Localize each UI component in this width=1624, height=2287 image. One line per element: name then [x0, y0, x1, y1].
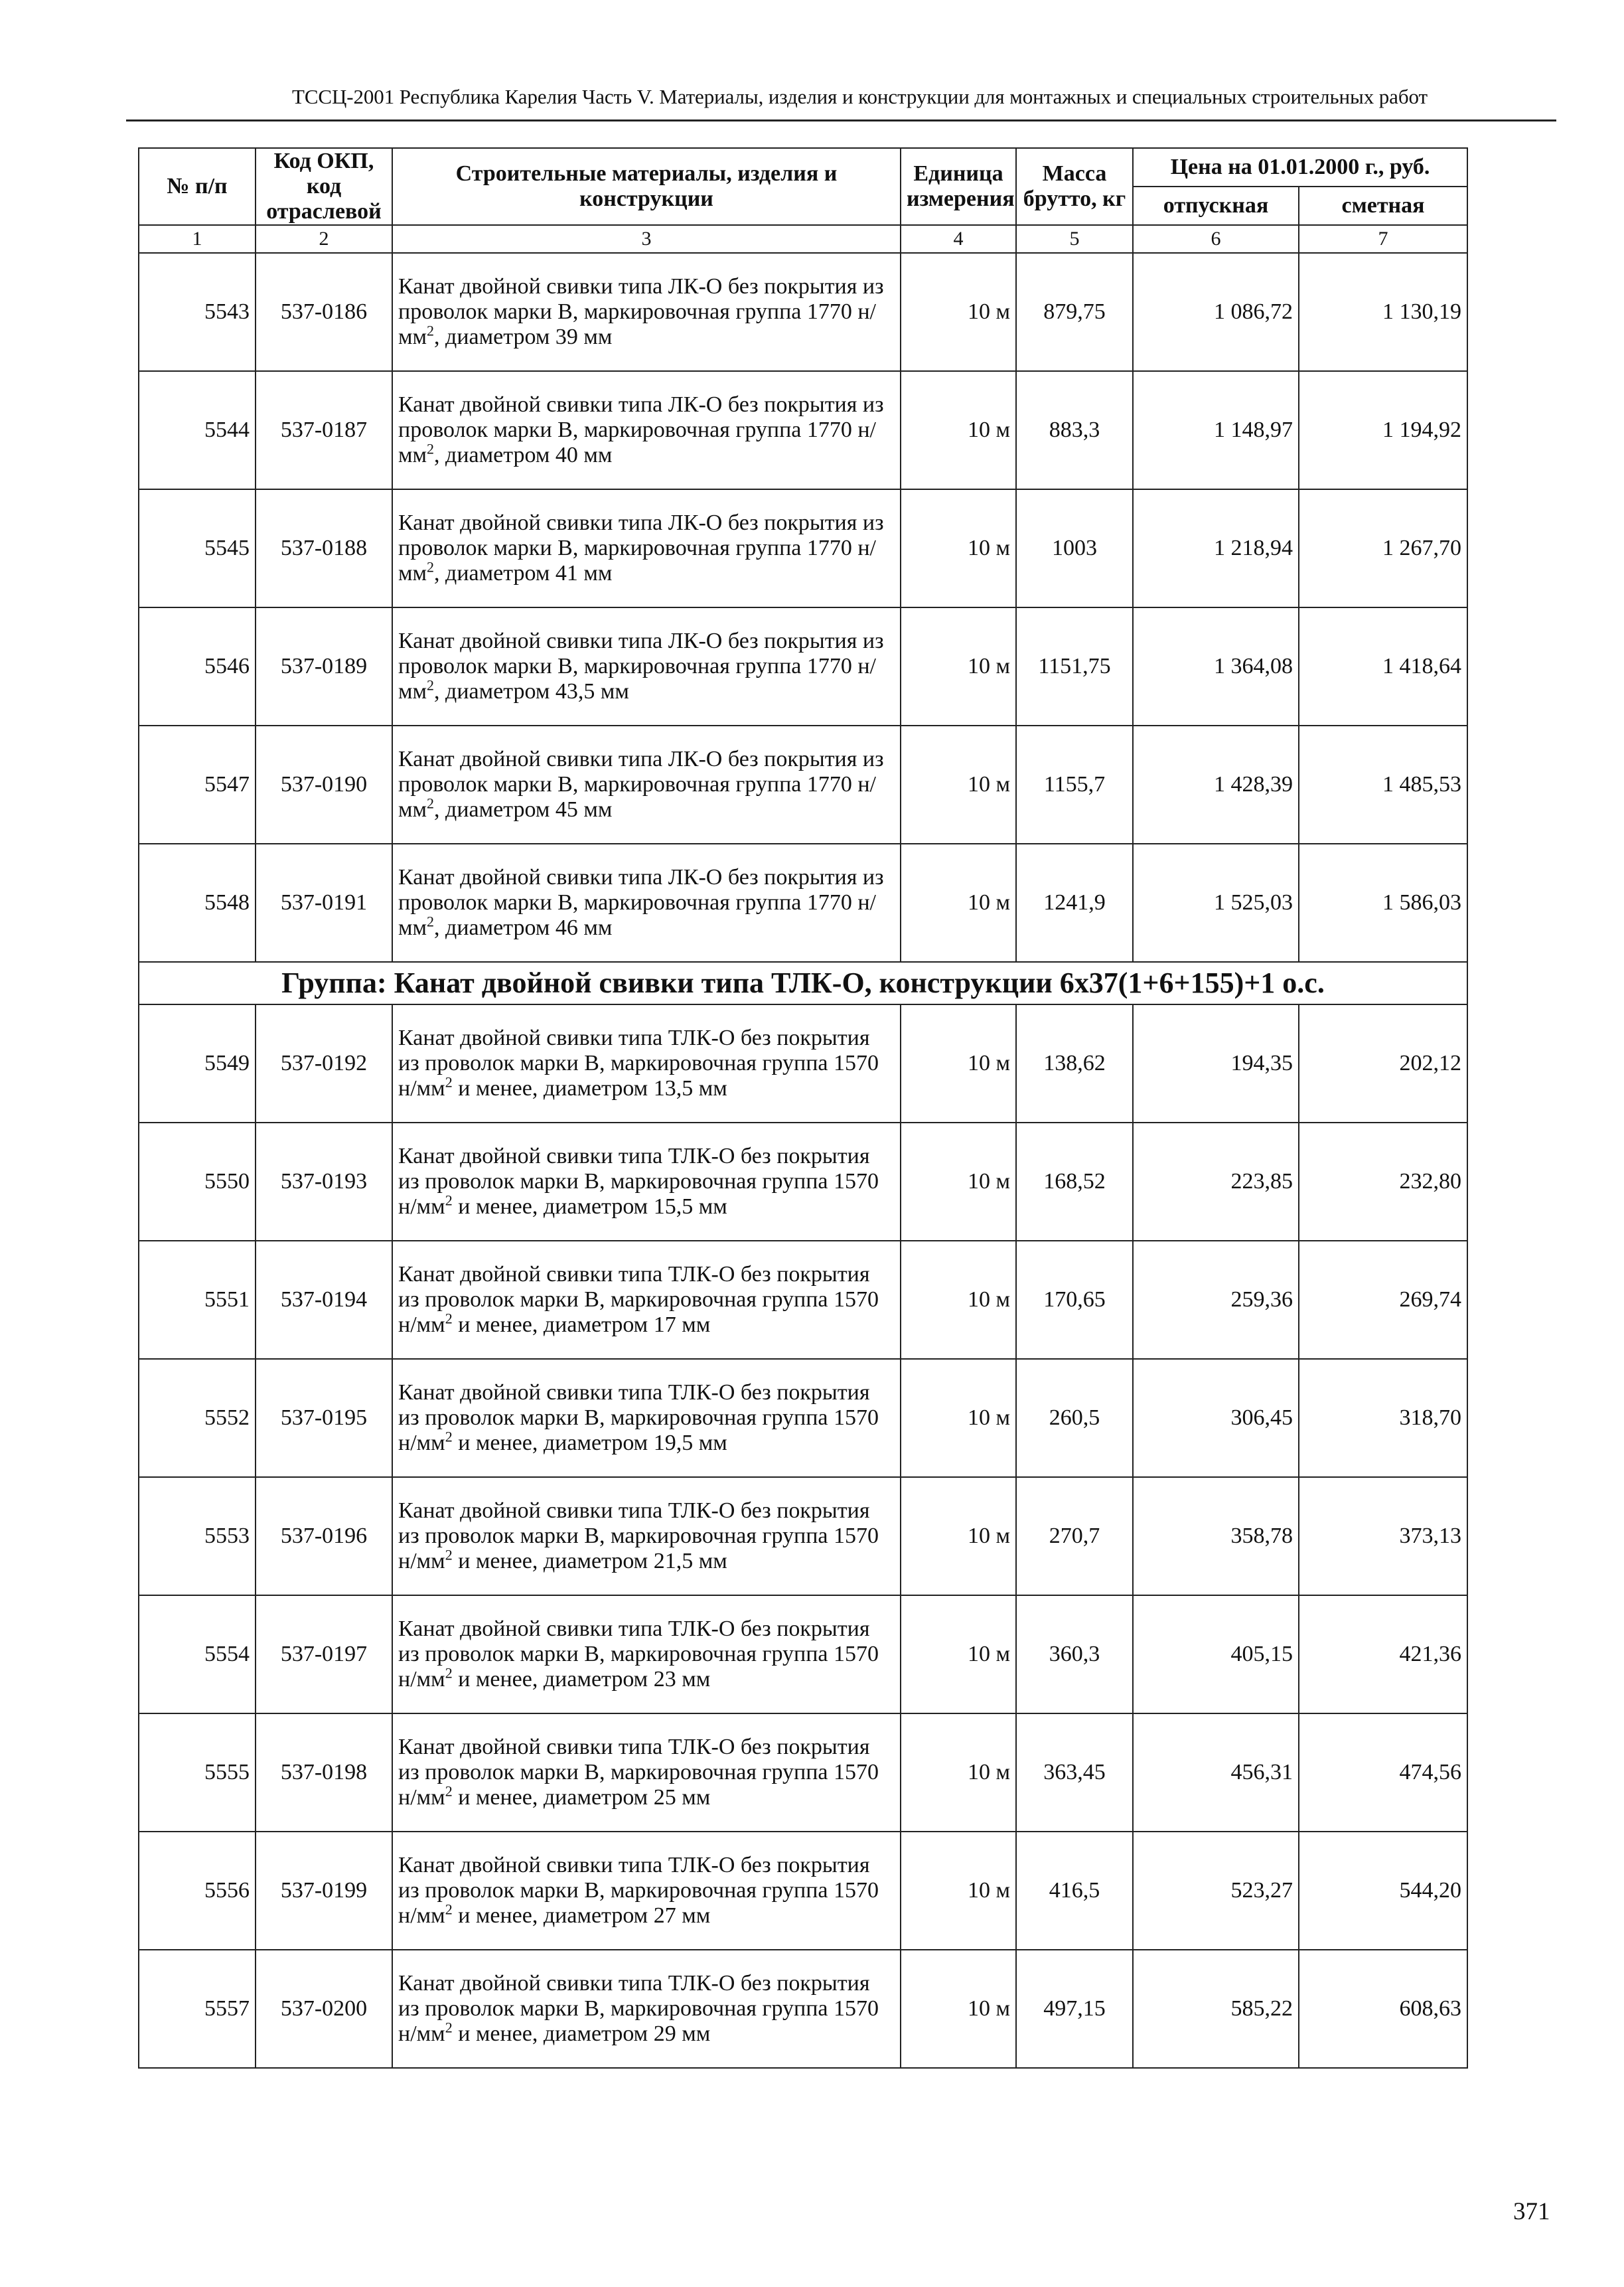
description-superscript: 2: [427, 558, 435, 576]
description-text: Канат двойной свивки типа ЛК-О без покрытия из проволок марки В, маркировочная группа 1770 н/мм: [398, 629, 884, 704]
header-rule: [126, 119, 1556, 121]
row-price-estimate: 232,80: [1299, 1123, 1467, 1241]
column-number: 2: [256, 225, 392, 253]
table-row: [139, 844, 1467, 962]
row-price-estimate: 373,13: [1299, 1477, 1467, 1595]
description-text: Канат двойной свивки типа ТЛК-О без покрытия из проволок марки В, маркировочная группа 1570 н/мм: [398, 1262, 879, 1337]
row-price-estimate: 1 194,92: [1299, 371, 1467, 489]
table-row: [139, 1241, 1467, 1359]
column-number: 4: [901, 225, 1016, 253]
row-unit: 10 м: [901, 489, 1016, 607]
row-description: [392, 1713, 901, 1832]
row-price-estimate: 1 586,03: [1299, 844, 1467, 962]
header-price-group: Цена на 01.01.2000 г., руб.: [1133, 148, 1467, 187]
description-text: Канат двойной свивки типа ТЛК-О без покрытия из проволок марки В, маркировочная группа 1570 н/мм: [398, 1498, 879, 1573]
description-tail: и менее, диаметром 13,5 мм: [452, 1076, 727, 1101]
description-text: Канат двойной свивки типа ТЛК-О без покрытия из проволок марки В, маркировочная группа 1570 н/мм: [398, 1853, 879, 1928]
header-price-estimate: сметная: [1299, 187, 1467, 225]
row-code: 537-0199: [256, 1832, 392, 1950]
table-row: [139, 253, 1467, 371]
description-text: Канат двойной свивки типа ТЛК-О без покрытия из проволок марки В, маркировочная группа 1570 н/мм: [398, 1380, 879, 1455]
column-number-row: [139, 225, 1467, 253]
description-superscript: 2: [427, 322, 435, 339]
table-row: [139, 1832, 1467, 1950]
table-row: [139, 1595, 1467, 1713]
description-tail: и менее, диаметром 21,5 мм: [452, 1549, 727, 1573]
row-price-estimate: 1 418,64: [1299, 607, 1467, 726]
description-tail: , диаметром 39 мм: [434, 325, 613, 349]
rows-section-b: [139, 1004, 1467, 2068]
row-mass: 879,75: [1016, 253, 1133, 371]
row-price-release: 405,15: [1133, 1595, 1299, 1713]
row-price-estimate: 1 267,70: [1299, 489, 1467, 607]
column-number: 7: [1299, 225, 1467, 253]
description-text: Канат двойной свивки типа ТЛК-О без покрытия из проволок марки В, маркировочная группа 1570 н/мм: [398, 1735, 879, 1810]
row-number: 5553: [139, 1477, 256, 1595]
row-price-estimate: 421,36: [1299, 1595, 1467, 1713]
description-tail: и менее, диаметром 23 мм: [452, 1667, 711, 1692]
description-tail: , диаметром 41 мм: [434, 561, 613, 586]
row-price-release: 523,27: [1133, 1832, 1299, 1950]
row-description: [392, 1477, 901, 1595]
row-mass: 138,62: [1016, 1004, 1133, 1123]
row-price-release: 1 525,03: [1133, 844, 1299, 962]
row-number: 5547: [139, 726, 256, 844]
row-code: 537-0188: [256, 489, 392, 607]
row-mass: 260,5: [1016, 1359, 1133, 1477]
description-superscript: 2: [445, 1073, 453, 1091]
row-price-estimate: 608,63: [1299, 1950, 1467, 2068]
row-unit: 10 м: [901, 371, 1016, 489]
row-description: [392, 1241, 901, 1359]
row-code: 537-0198: [256, 1713, 392, 1832]
row-price-release: 306,45: [1133, 1359, 1299, 1477]
row-price-estimate: 269,74: [1299, 1241, 1467, 1359]
row-description: [392, 1832, 901, 1950]
row-price-estimate: 474,56: [1299, 1713, 1467, 1832]
row-mass: 497,15: [1016, 1950, 1133, 2068]
description-superscript: 2: [445, 1782, 453, 1800]
row-number: 5550: [139, 1123, 256, 1241]
row-number: 5544: [139, 371, 256, 489]
row-unit: 10 м: [901, 1359, 1016, 1477]
description-superscript: 2: [445, 1310, 453, 1327]
column-number: 6: [1133, 225, 1299, 253]
row-code: 537-0187: [256, 371, 392, 489]
description-tail: и менее, диаметром 29 мм: [452, 2021, 711, 2046]
header-num: № п/п: [139, 148, 256, 225]
table-row: [139, 371, 1467, 489]
description-tail: и менее, диаметром 17 мм: [452, 1312, 711, 1337]
description-superscript: 2: [445, 1546, 453, 1563]
row-unit: 10 м: [901, 1713, 1016, 1832]
description-text: Канат двойной свивки типа ТЛК-О без покрытия из проволок марки В, маркировочная группа 1570 н/мм: [398, 1026, 879, 1101]
description-text: Канат двойной свивки типа ЛК-О без покрытия из проволок марки В, маркировочная группа 1770 н/мм: [398, 865, 884, 940]
row-number: 5554: [139, 1595, 256, 1713]
column-number: 1: [139, 225, 256, 253]
table-row: [139, 1477, 1467, 1595]
row-price-release: 1 364,08: [1133, 607, 1299, 726]
row-mass: 1241,9: [1016, 844, 1133, 962]
row-number: 5549: [139, 1004, 256, 1123]
row-description: [392, 607, 901, 726]
header-desc: Строительные материалы, изделия и конструкции: [392, 148, 901, 225]
row-price-release: 358,78: [1133, 1477, 1299, 1595]
description-text: Канат двойной свивки типа ЛК-О без покрытия из проволок марки В, маркировочная группа 1770 н/мм: [398, 747, 884, 822]
row-price-release: 1 148,97: [1133, 371, 1299, 489]
description-superscript: 2: [445, 1428, 453, 1445]
row-price-release: 259,36: [1133, 1241, 1299, 1359]
row-price-estimate: 544,20: [1299, 1832, 1467, 1950]
row-price-estimate: 1 485,53: [1299, 726, 1467, 844]
description-tail: и менее, диаметром 25 мм: [452, 1785, 711, 1810]
row-description: [392, 253, 901, 371]
row-unit: 10 м: [901, 726, 1016, 844]
row-price-estimate: 1 130,19: [1299, 253, 1467, 371]
row-unit: 10 м: [901, 1595, 1016, 1713]
row-number: 5556: [139, 1832, 256, 1950]
row-price-release: 223,85: [1133, 1123, 1299, 1241]
row-mass: 1155,7: [1016, 726, 1133, 844]
row-description: [392, 371, 901, 489]
description-text: Канат двойной свивки типа ТЛК-О без покрытия из проволок марки В, маркировочная группа 1570 н/мм: [398, 1144, 879, 1219]
group-row: [139, 962, 1467, 1004]
row-mass: 270,7: [1016, 1477, 1133, 1595]
row-mass: 363,45: [1016, 1713, 1133, 1832]
table-row: [139, 1713, 1467, 1832]
row-price-release: 1 428,39: [1133, 726, 1299, 844]
header-price-release: отпускная: [1133, 187, 1299, 225]
row-mass: 1003: [1016, 489, 1133, 607]
group-section: [139, 962, 1467, 1004]
row-code: 537-0194: [256, 1241, 392, 1359]
row-number: 5545: [139, 489, 256, 607]
description-text: Канат двойной свивки типа ЛК-О без покрытия из проволок марки В, маркировочная группа 1770 н/мм: [398, 511, 884, 586]
row-mass: 883,3: [1016, 371, 1133, 489]
row-mass: 1151,75: [1016, 607, 1133, 726]
row-price-estimate: 202,12: [1299, 1004, 1467, 1123]
row-number: 5546: [139, 607, 256, 726]
description-tail: , диаметром 46 мм: [434, 915, 613, 940]
row-description: [392, 489, 901, 607]
description-tail: и менее, диаметром 27 мм: [452, 1903, 711, 1928]
table-row: [139, 1123, 1467, 1241]
row-code: 537-0200: [256, 1950, 392, 2068]
description-tail: , диаметром 45 мм: [434, 797, 613, 822]
description-tail: и менее, диаметром 19,5 мм: [452, 1431, 727, 1455]
row-number: 5557: [139, 1950, 256, 2068]
description-superscript: 2: [445, 1192, 453, 1209]
row-number: 5555: [139, 1713, 256, 1832]
table-row: [139, 1950, 1467, 2068]
description-tail: , диаметром 43,5 мм: [434, 679, 629, 704]
description-text: Канат двойной свивки типа ЛК-О без покрытия из проволок марки В, маркировочная группа 1770 н/мм: [398, 392, 884, 467]
row-code: 537-0189: [256, 607, 392, 726]
row-unit: 10 м: [901, 1477, 1016, 1595]
description-tail: , диаметром 40 мм: [434, 443, 613, 467]
description-superscript: 2: [427, 913, 435, 930]
table-row: [139, 1359, 1467, 1477]
running-header: ТССЦ-2001 Республика Карелия Часть V. Материалы, изделия и конструкции для монтажных и специальных строительных работ: [292, 85, 1428, 108]
row-unit: 10 м: [901, 1950, 1016, 2068]
price-table: [138, 147, 1468, 2069]
row-description: [392, 1123, 901, 1241]
description-superscript: 2: [427, 676, 435, 694]
header-unit: Единица измерения: [901, 148, 1016, 225]
row-description: [392, 1004, 901, 1123]
description-superscript: 2: [427, 795, 435, 812]
row-number: 5548: [139, 844, 256, 962]
table-row: [139, 1004, 1467, 1123]
row-code: 537-0197: [256, 1595, 392, 1713]
description-text: Канат двойной свивки типа ЛК-О без покрытия из проволок марки В, маркировочная группа 1770 н/мм: [398, 274, 884, 349]
description-tail: и менее, диаметром 15,5 мм: [452, 1194, 727, 1219]
description-superscript: 2: [445, 1901, 453, 1918]
row-number: 5552: [139, 1359, 256, 1477]
header-row: [139, 148, 1467, 187]
row-price-release: 585,22: [1133, 1950, 1299, 2068]
row-price-estimate: 318,70: [1299, 1359, 1467, 1477]
description-superscript: 2: [445, 1664, 453, 1682]
description-superscript: 2: [445, 2019, 453, 2036]
description-text: Канат двойной свивки типа ТЛК-О без покрытия из проволок марки В, маркировочная группа 1570 н/мм: [398, 1617, 879, 1692]
row-code: 537-0190: [256, 726, 392, 844]
row-unit: 10 м: [901, 253, 1016, 371]
row-description: [392, 1359, 901, 1477]
group-title: Группа: Канат двойной свивки типа ТЛК-О, конструкции 6х37(1+6+155)+1 о.с.: [139, 962, 1467, 1004]
header-code: Код ОКП, код отраслевой: [256, 148, 392, 225]
header-mass: Масса брутто, кг: [1016, 148, 1133, 225]
row-unit: 10 м: [901, 607, 1016, 726]
row-price-release: 1 218,94: [1133, 489, 1299, 607]
row-unit: 10 м: [901, 1004, 1016, 1123]
table-row: [139, 607, 1467, 726]
row-code: 537-0193: [256, 1123, 392, 1241]
page-number: 371: [1513, 2198, 1550, 2225]
row-code: 537-0192: [256, 1004, 392, 1123]
row-mass: 168,52: [1016, 1123, 1133, 1241]
row-mass: 416,5: [1016, 1832, 1133, 1950]
column-number: 3: [392, 225, 901, 253]
row-unit: 10 м: [901, 844, 1016, 962]
rows-section-a: [139, 253, 1467, 962]
row-code: 537-0191: [256, 844, 392, 962]
row-code: 537-0186: [256, 253, 392, 371]
row-unit: 10 м: [901, 1832, 1016, 1950]
column-number: 5: [1016, 225, 1133, 253]
row-unit: 10 м: [901, 1241, 1016, 1359]
row-mass: 170,65: [1016, 1241, 1133, 1359]
row-code: 537-0195: [256, 1359, 392, 1477]
description-text: Канат двойной свивки типа ТЛК-О без покрытия из проволок марки В, маркировочная группа 1570 н/мм: [398, 1971, 879, 2046]
row-number: 5543: [139, 253, 256, 371]
table-row: [139, 489, 1467, 607]
row-price-release: 1 086,72: [1133, 253, 1299, 371]
row-number: 5551: [139, 1241, 256, 1359]
row-code: 537-0196: [256, 1477, 392, 1595]
row-price-release: 194,35: [1133, 1004, 1299, 1123]
row-description: [392, 1950, 901, 2068]
row-description: [392, 726, 901, 844]
row-description: [392, 844, 901, 962]
row-price-release: 456,31: [1133, 1713, 1299, 1832]
row-unit: 10 м: [901, 1123, 1016, 1241]
table-row: [139, 726, 1467, 844]
description-superscript: 2: [427, 440, 435, 457]
row-mass: 360,3: [1016, 1595, 1133, 1713]
row-description: [392, 1595, 901, 1713]
